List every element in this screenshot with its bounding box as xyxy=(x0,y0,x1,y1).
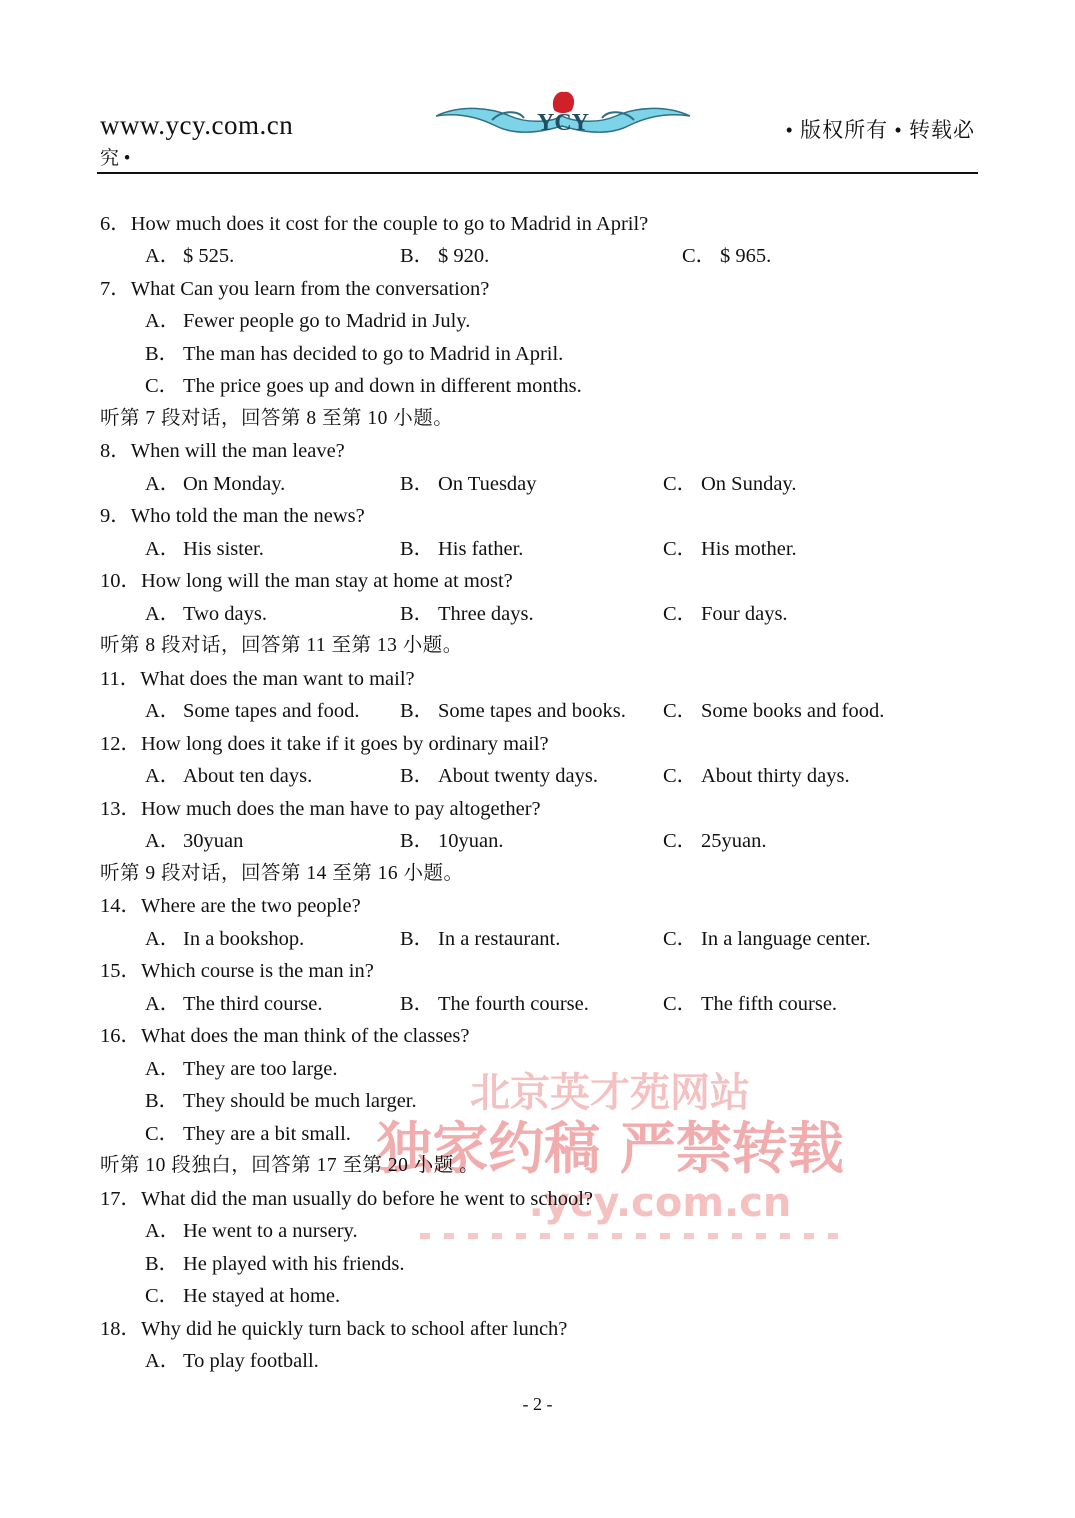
option-6b[interactable]: B． $ 920. xyxy=(400,245,490,267)
option-11c[interactable]: C． Some books and food. xyxy=(663,700,885,722)
page-number: - 2 - xyxy=(522,1394,553,1414)
option-18a[interactable]: A． To play football. xyxy=(145,1350,319,1372)
question-number: 10． xyxy=(100,570,141,592)
section-10-instruction: 听第 10 段独白，回答第 17 至第 20 小题 。 xyxy=(100,1155,480,1176)
option-11b[interactable]: B． Some tapes and books. xyxy=(400,700,626,722)
option-10b[interactable]: B． Three days. xyxy=(400,603,534,625)
option-13a[interactable]: A． 30yuan xyxy=(145,830,244,852)
question-18 xyxy=(100,1316,567,1342)
question-9 xyxy=(100,503,365,529)
question-text: How long does it take if it goes by ordinary mail? xyxy=(141,733,549,755)
option-14c[interactable]: C． In a language center. xyxy=(663,928,871,950)
option-8c[interactable]: C． On Sunday. xyxy=(663,473,797,495)
option-12a[interactable]: A． About ten days. xyxy=(145,765,313,787)
question-text: When will the man leave? xyxy=(130,440,345,462)
question-number: 13． xyxy=(100,798,141,820)
question-number: 18． xyxy=(100,1318,141,1340)
option-17a[interactable]: A． He went to a nursery. xyxy=(145,1220,358,1242)
logo-text: YCY xyxy=(537,110,589,136)
question-text: What does the man want to mail? xyxy=(140,668,415,690)
option-16c[interactable]: C． They are a bit small. xyxy=(145,1123,351,1145)
question-number: 16． xyxy=(100,1025,141,1047)
option-7c[interactable]: C． The price goes up and down in different months. xyxy=(145,375,582,397)
question-10 xyxy=(100,568,513,594)
question-11 xyxy=(100,666,415,692)
option-8a[interactable]: A． On Monday. xyxy=(145,473,286,495)
question-text: Which course is the man in? xyxy=(141,960,374,982)
question-number: 8． xyxy=(100,440,131,462)
question-6 xyxy=(100,211,648,237)
question-8 xyxy=(100,438,345,464)
option-9c[interactable]: C． His mother. xyxy=(663,538,797,560)
question-text: Where are the two people? xyxy=(141,895,361,917)
option-13c[interactable]: C． 25yuan. xyxy=(663,830,767,852)
option-14b[interactable]: B． In a restaurant. xyxy=(400,928,561,950)
section-7-instruction: 听第 7 段对话，回答第 8 至第 10 小题。 xyxy=(100,408,454,429)
question-number: 7． xyxy=(100,278,131,300)
question-number: 12． xyxy=(100,733,141,755)
option-10c[interactable]: C． Four days. xyxy=(663,603,788,625)
option-11a[interactable]: A． Some tapes and food. xyxy=(145,700,360,722)
option-12c[interactable]: C． About thirty days. xyxy=(663,765,850,787)
option-15b[interactable]: B． The fourth course. xyxy=(400,993,589,1015)
question-text: What does the man think of the classes? xyxy=(141,1025,470,1047)
question-number: 6． xyxy=(100,213,131,235)
watermark-line-1: 北京英才苑网站 xyxy=(470,1070,750,1116)
question-text: How much does it cost for the couple to go to Madrid in April? xyxy=(130,213,649,235)
section-9-instruction: 听第 9 段对话，回答第 14 至第 16 小题。 xyxy=(100,863,464,884)
question-number: 14． xyxy=(100,895,141,917)
question-text: How much does the man have to pay altogether? xyxy=(141,798,541,820)
section-8-instruction: 听第 8 段对话，回答第 11 至第 13 小题。 xyxy=(100,635,463,656)
option-13b[interactable]: B． 10yuan. xyxy=(400,830,504,852)
question-number: 9． xyxy=(100,505,131,527)
option-6c[interactable]: C． $ 965. xyxy=(682,245,772,267)
question-7 xyxy=(100,276,489,302)
option-8b[interactable]: B． On Tuesday xyxy=(400,473,537,495)
watermark-line-2: 独家约稿 严禁转载 xyxy=(376,1117,844,1182)
question-15 xyxy=(100,958,374,984)
option-16b[interactable]: B． They should be much larger. xyxy=(145,1090,417,1112)
option-7a[interactable]: A． Fewer people go to Madrid in July. xyxy=(145,310,471,332)
question-16 xyxy=(100,1023,469,1049)
option-9b[interactable]: B． His father. xyxy=(400,538,524,560)
copyright-notice: • 版权所有 • 转载必 xyxy=(785,118,975,142)
option-15c[interactable]: C． The fifth course. xyxy=(663,993,838,1015)
option-15a[interactable]: A． The third course. xyxy=(145,993,323,1015)
question-text: How long will the man stay at home at most? xyxy=(141,570,513,592)
question-13 xyxy=(100,796,541,822)
site-url-tail: 究 • xyxy=(100,148,131,169)
option-16a[interactable]: A． They are too large. xyxy=(145,1058,338,1080)
option-10a[interactable]: A． Two days. xyxy=(145,603,267,625)
option-9a[interactable]: A． His sister. xyxy=(145,538,264,560)
option-7b[interactable]: B． The man has decided to go to Madrid in April. xyxy=(145,343,564,365)
question-text: Who told the man the news? xyxy=(130,505,365,527)
option-14a[interactable]: A． In a bookshop. xyxy=(145,928,305,950)
watermark-line-3: .ycy.com.cn xyxy=(528,1180,792,1226)
question-text: What Can you learn from the conversation? xyxy=(130,278,490,300)
option-6a[interactable]: A． $ 525. xyxy=(145,245,235,267)
question-number: 17． xyxy=(100,1188,141,1210)
question-number: 11． xyxy=(100,668,141,690)
question-17 xyxy=(100,1186,593,1212)
question-14 xyxy=(100,893,361,919)
option-12b[interactable]: B． About twenty days. xyxy=(400,765,598,787)
option-17b[interactable]: B． He played with his friends. xyxy=(145,1253,405,1275)
site-url[interactable]: www.ycy.com.cn xyxy=(100,110,294,140)
question-12 xyxy=(100,731,549,757)
question-number: 15． xyxy=(100,960,141,982)
question-text: Why did he quickly turn back to school after lunch? xyxy=(141,1318,568,1340)
question-text: What did the man usually do before he went to school? xyxy=(141,1188,594,1210)
option-17c[interactable]: C． He stayed at home. xyxy=(145,1285,341,1307)
